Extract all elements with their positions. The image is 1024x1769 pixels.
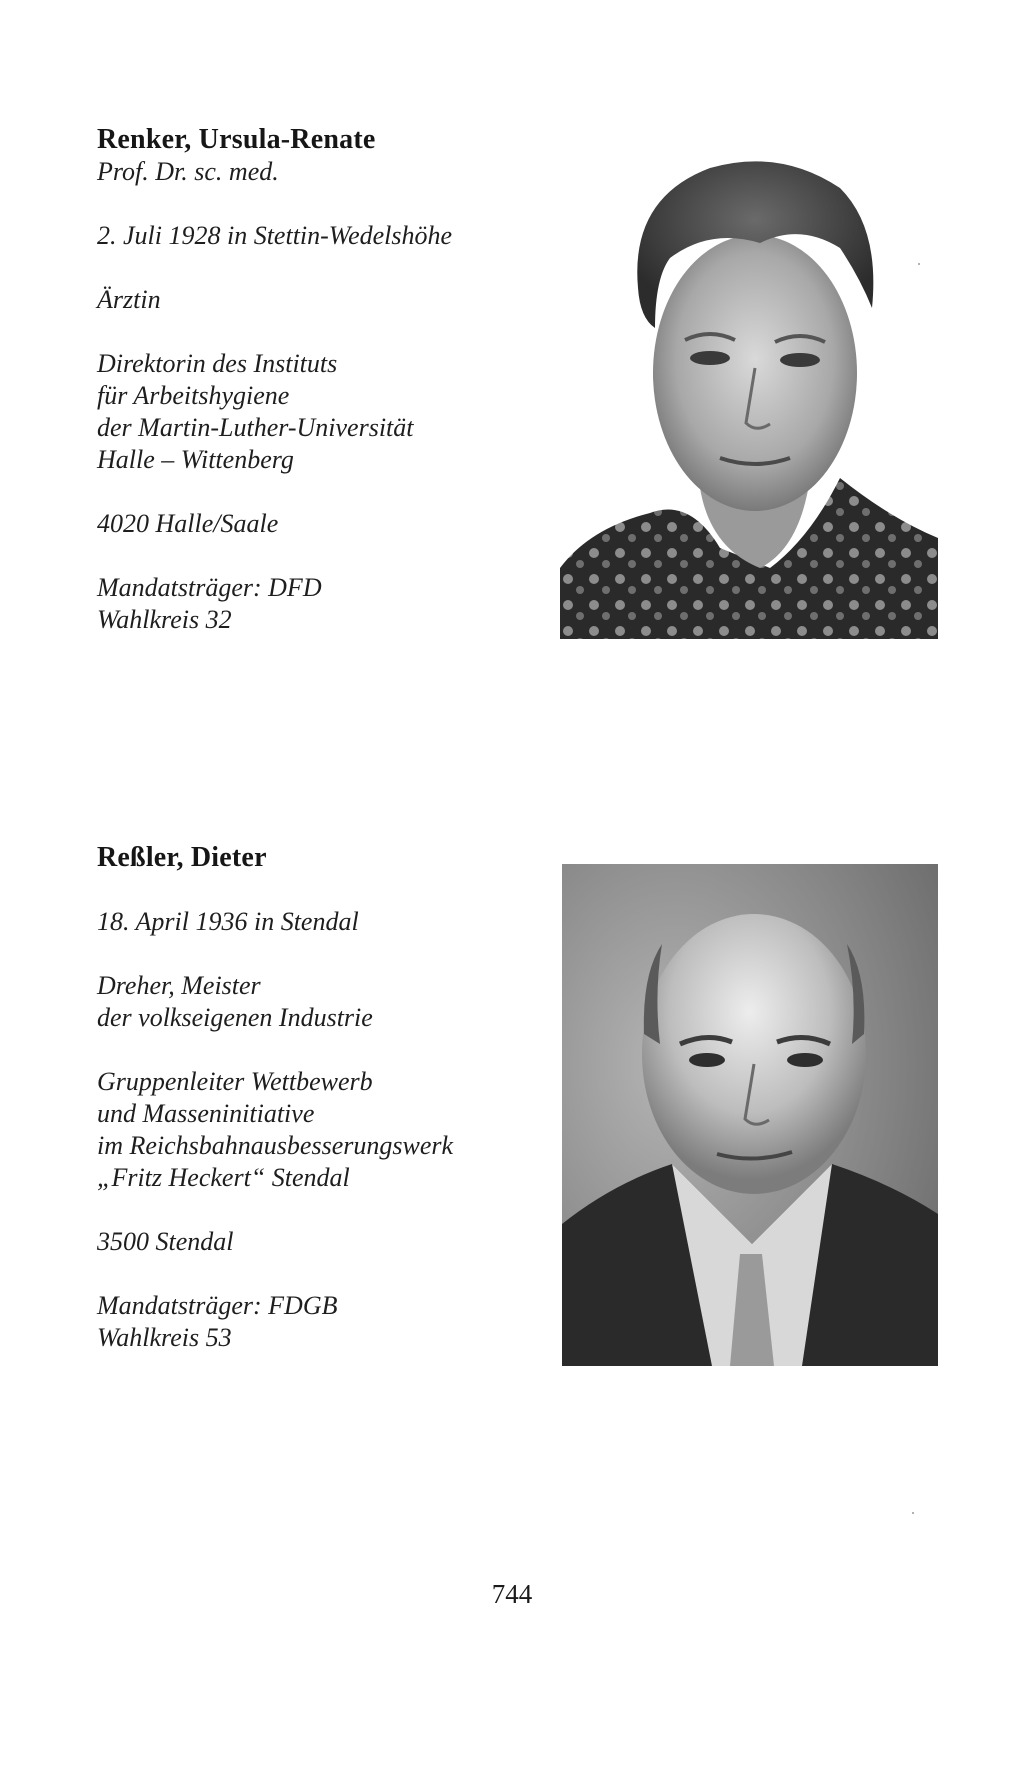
entry-name: Reßler, Dieter — [97, 842, 267, 873]
entry-position-line: für Arbeitshygiene — [97, 381, 290, 410]
entry-name: Renker, Ursula-Renate — [97, 124, 376, 155]
entry-birth: 18. April 1936 in Stendal — [97, 907, 359, 936]
portrait-photo-man — [562, 864, 938, 1366]
entry-position-line: und Masseninitiative — [97, 1099, 315, 1128]
entry-constituency: Wahlkreis 53 — [97, 1323, 232, 1352]
entry-position-line: Gruppenleiter Wettbewerb — [97, 1067, 373, 1096]
entry-position-line: der Martin-Luther-Universität — [97, 413, 414, 442]
entry-profession-line: Dreher, Meister — [97, 971, 261, 1000]
portrait-woman-icon — [560, 128, 938, 639]
entry-position-line: Halle – Wittenberg — [97, 445, 294, 474]
entry-mandate: Mandatsträger: DFD — [97, 573, 322, 602]
entry-position-line: „Fritz Heckert“ Stendal — [97, 1163, 350, 1192]
portrait-photo-woman — [560, 128, 938, 639]
entry-ressler — [97, 842, 567, 1354]
entry-renker — [97, 124, 567, 636]
entry-title: Prof. Dr. sc. med. — [97, 157, 279, 186]
entry-residence: 3500 Stendal — [97, 1227, 234, 1256]
entry-mandate: Mandatsträger: FDGB — [97, 1291, 338, 1320]
entry-profession: Ärztin — [97, 285, 161, 314]
page-number: 744 — [491, 1579, 533, 1609]
entry-constituency: Wahlkreis 32 — [97, 605, 232, 634]
entry-residence: 4020 Halle/Saale — [97, 509, 279, 538]
scan-speck — [918, 263, 920, 265]
entry-birth: 2. Juli 1928 in Stettin-Wedelshöhe — [97, 221, 453, 250]
portrait-man-icon — [562, 864, 938, 1366]
entry-position-line: im Reichsbahnausbesserungswerk — [97, 1131, 454, 1160]
scan-speck — [912, 1512, 914, 1514]
entry-position-line: Direktorin des Instituts — [97, 349, 338, 378]
entry-profession-line: der volkseigenen Industrie — [97, 1003, 373, 1032]
